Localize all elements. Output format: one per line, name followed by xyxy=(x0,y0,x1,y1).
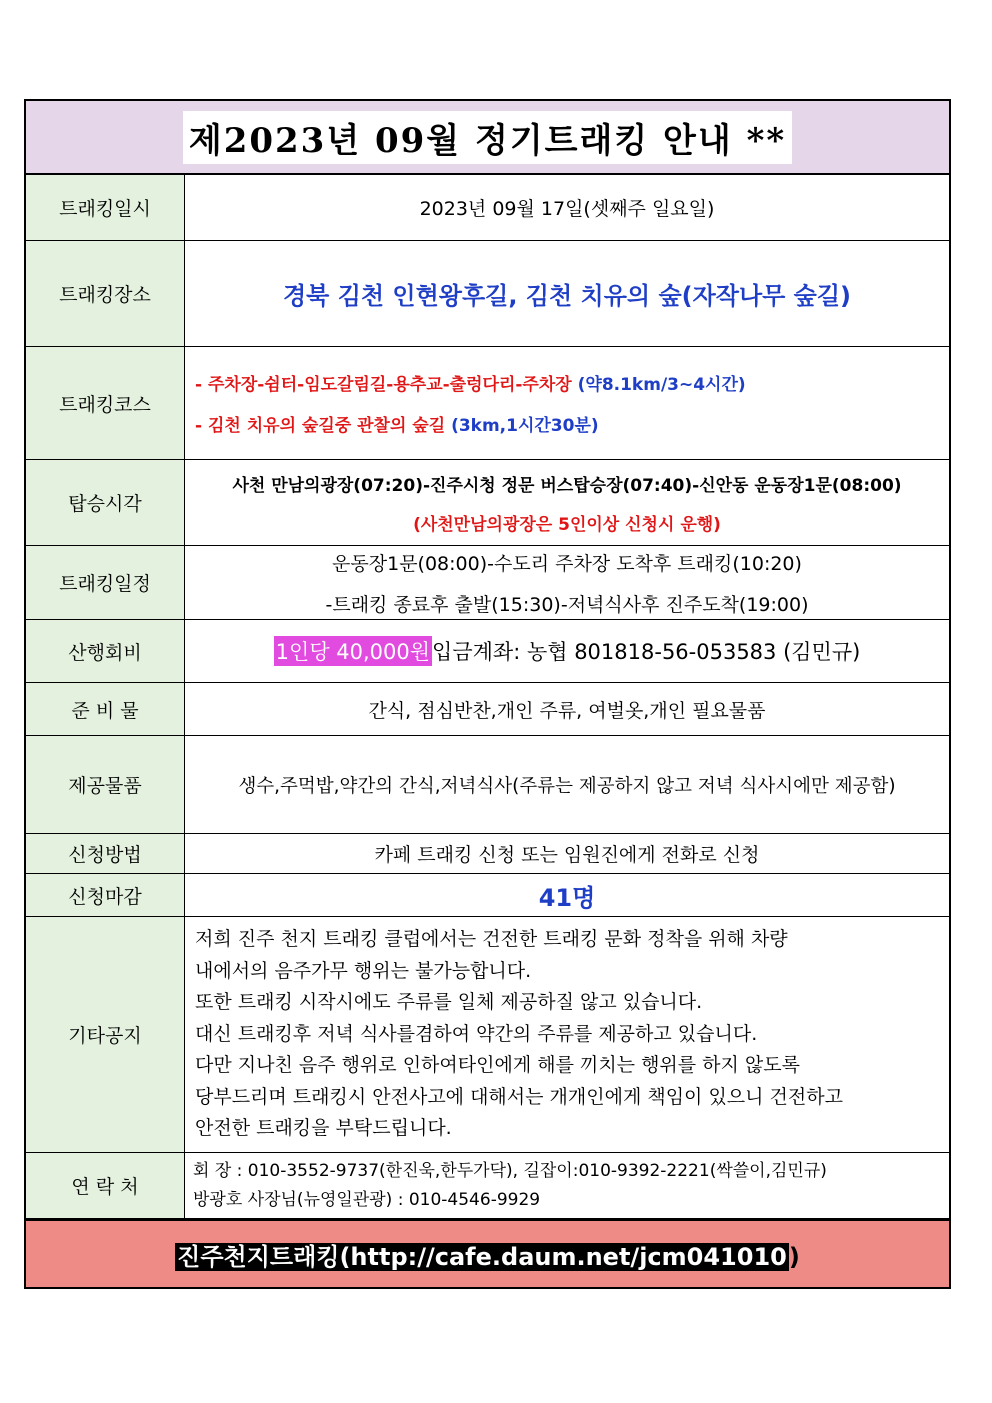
notice-line: 저희 진주 천지 트래킹 클럽에서는 건전한 트래킹 문화 정착을 위해 차량 xyxy=(195,927,788,950)
value-apply: 카페 트래킹 신청 또는 임원진에게 전화로 신청 xyxy=(374,844,760,866)
row-fee xyxy=(26,620,949,683)
value-deadline: 41명 xyxy=(538,883,596,912)
value-provided: 생수,주먹밥,약간의 간식,저녁식사(주류는 제공하지 않고 저녁 식사시에만 제공함) xyxy=(238,775,896,797)
value-place: 경북 김천 인현왕후길, 김천 치유의 숲(자작나무 숲길) xyxy=(282,282,852,310)
row-schedule xyxy=(26,546,949,620)
course-route-2: - 김천 치유의 숲길중 관찰의 숲길 xyxy=(195,416,446,436)
boarding-line-2: (사천만남의광장은 5인이상 신청시 운행) xyxy=(413,514,721,535)
fee-highlight: 1인당 40,000원 xyxy=(274,636,432,666)
row-prep xyxy=(26,683,949,736)
value-course xyxy=(185,347,949,459)
contact-line-1: 회 장 : 010-3552-9737(한진욱,한두가닥), 길잡이:010-9392-2221(싹쓸이,김민규) xyxy=(193,1160,827,1181)
row-date xyxy=(26,175,949,241)
notice-line: 또한 트래킹 시작시에도 주류를 일체 제공하질 않고 있습니다. xyxy=(195,991,703,1014)
label-apply: 신청방법 xyxy=(26,834,185,873)
schedule-line-1: 운동장1문(08:00)-수도리 주차장 도착후 트래킹(10:20) xyxy=(332,552,802,575)
contact-line-2: 방광호 사장님(뉴영일관광) : 010-4546-9929 xyxy=(193,1189,541,1210)
label-contact: 연 락 처 xyxy=(26,1153,185,1218)
row-contact xyxy=(26,1153,949,1219)
cafe-link[interactable] xyxy=(175,1237,800,1272)
notice-line: 당부드리며 트래킹시 안전사고에 대해서는 개개인에게 책임이 있으니 건전하고 xyxy=(195,1085,843,1108)
course-line-1 xyxy=(195,370,746,395)
value-notice xyxy=(185,917,949,1152)
label-date: 트래킹일시 xyxy=(26,175,185,240)
row-notice xyxy=(26,917,949,1153)
label-boarding: 탑승시각 xyxy=(26,460,185,545)
course-line-2 xyxy=(195,411,599,436)
schedule-line-2: -트래킹 종료후 출발(15:30)-저녁식사후 진주도착(19:00) xyxy=(325,593,809,616)
value-contact xyxy=(185,1153,949,1218)
notice-line: 대신 트래킹후 저녁 식사를겸하여 약간의 주류를 제공하고 있습니다. xyxy=(195,1022,758,1045)
row-provided xyxy=(26,736,949,834)
label-notice: 기타공지 xyxy=(26,917,185,1152)
label-deadline: 신청마감 xyxy=(26,874,185,916)
notice-line: 안전한 트래킹을 부탁드립니다. xyxy=(195,1117,452,1140)
value-date: 2023년 09월 17일(셋째주 일요일) xyxy=(419,198,715,220)
row-course xyxy=(26,347,949,460)
notice-line: 다만 지나친 음주 행위로 인하여타인에게 해를 끼치는 행위를 하지 않도록 xyxy=(195,1054,800,1077)
value-fee xyxy=(185,620,949,682)
boarding-line-1: 사천 만남의광장(07:20)-진주시청 정문 버스탑승장(07:40)-신안동 운동장1문(08:00) xyxy=(232,475,902,496)
row-deadline xyxy=(26,874,949,917)
label-provided: 제공물품 xyxy=(26,736,185,833)
account-number: : 농협 801818-56-053583 (김민규) xyxy=(513,640,861,664)
row-apply xyxy=(26,834,949,874)
label-prep: 준 비 물 xyxy=(26,683,185,735)
label-place: 트래킹장소 xyxy=(26,241,185,346)
value-prep: 간식, 점심반찬,개인 주류, 여벌옷,개인 필요물품 xyxy=(368,699,766,722)
value-boarding xyxy=(185,460,949,545)
course-note-1: (약8.1km/3~4시간) xyxy=(577,375,746,395)
label-schedule: 트래킹일정 xyxy=(26,546,185,619)
row-boarding xyxy=(26,460,949,546)
cafe-link-text[interactable]: 진주천지트래킹(http://cafe.daum.net/jcm041010 xyxy=(177,1242,787,1271)
trekking-notice-table xyxy=(24,99,951,1289)
label-fee: 산행회비 xyxy=(26,620,185,682)
page-title: 제2023년 09월 정기트래킹 안내 ** xyxy=(183,111,792,164)
label-course: 트래킹코스 xyxy=(26,347,185,459)
notice-line: 내에서의 음주가무 행위는 불가능합니다. xyxy=(195,959,532,982)
row-place xyxy=(26,241,949,347)
course-note-2: (3km,1시간30분) xyxy=(451,416,599,436)
value-schedule xyxy=(185,546,949,619)
title-row xyxy=(26,101,949,175)
course-route-1: - 주차장-쉼터-임도갈림길-용추교-출렁다리-주차장 xyxy=(195,375,572,395)
account-prefix: 입금계좌 xyxy=(432,640,514,664)
footer-row xyxy=(26,1219,949,1287)
cafe-link-tail: ) xyxy=(788,1242,800,1271)
